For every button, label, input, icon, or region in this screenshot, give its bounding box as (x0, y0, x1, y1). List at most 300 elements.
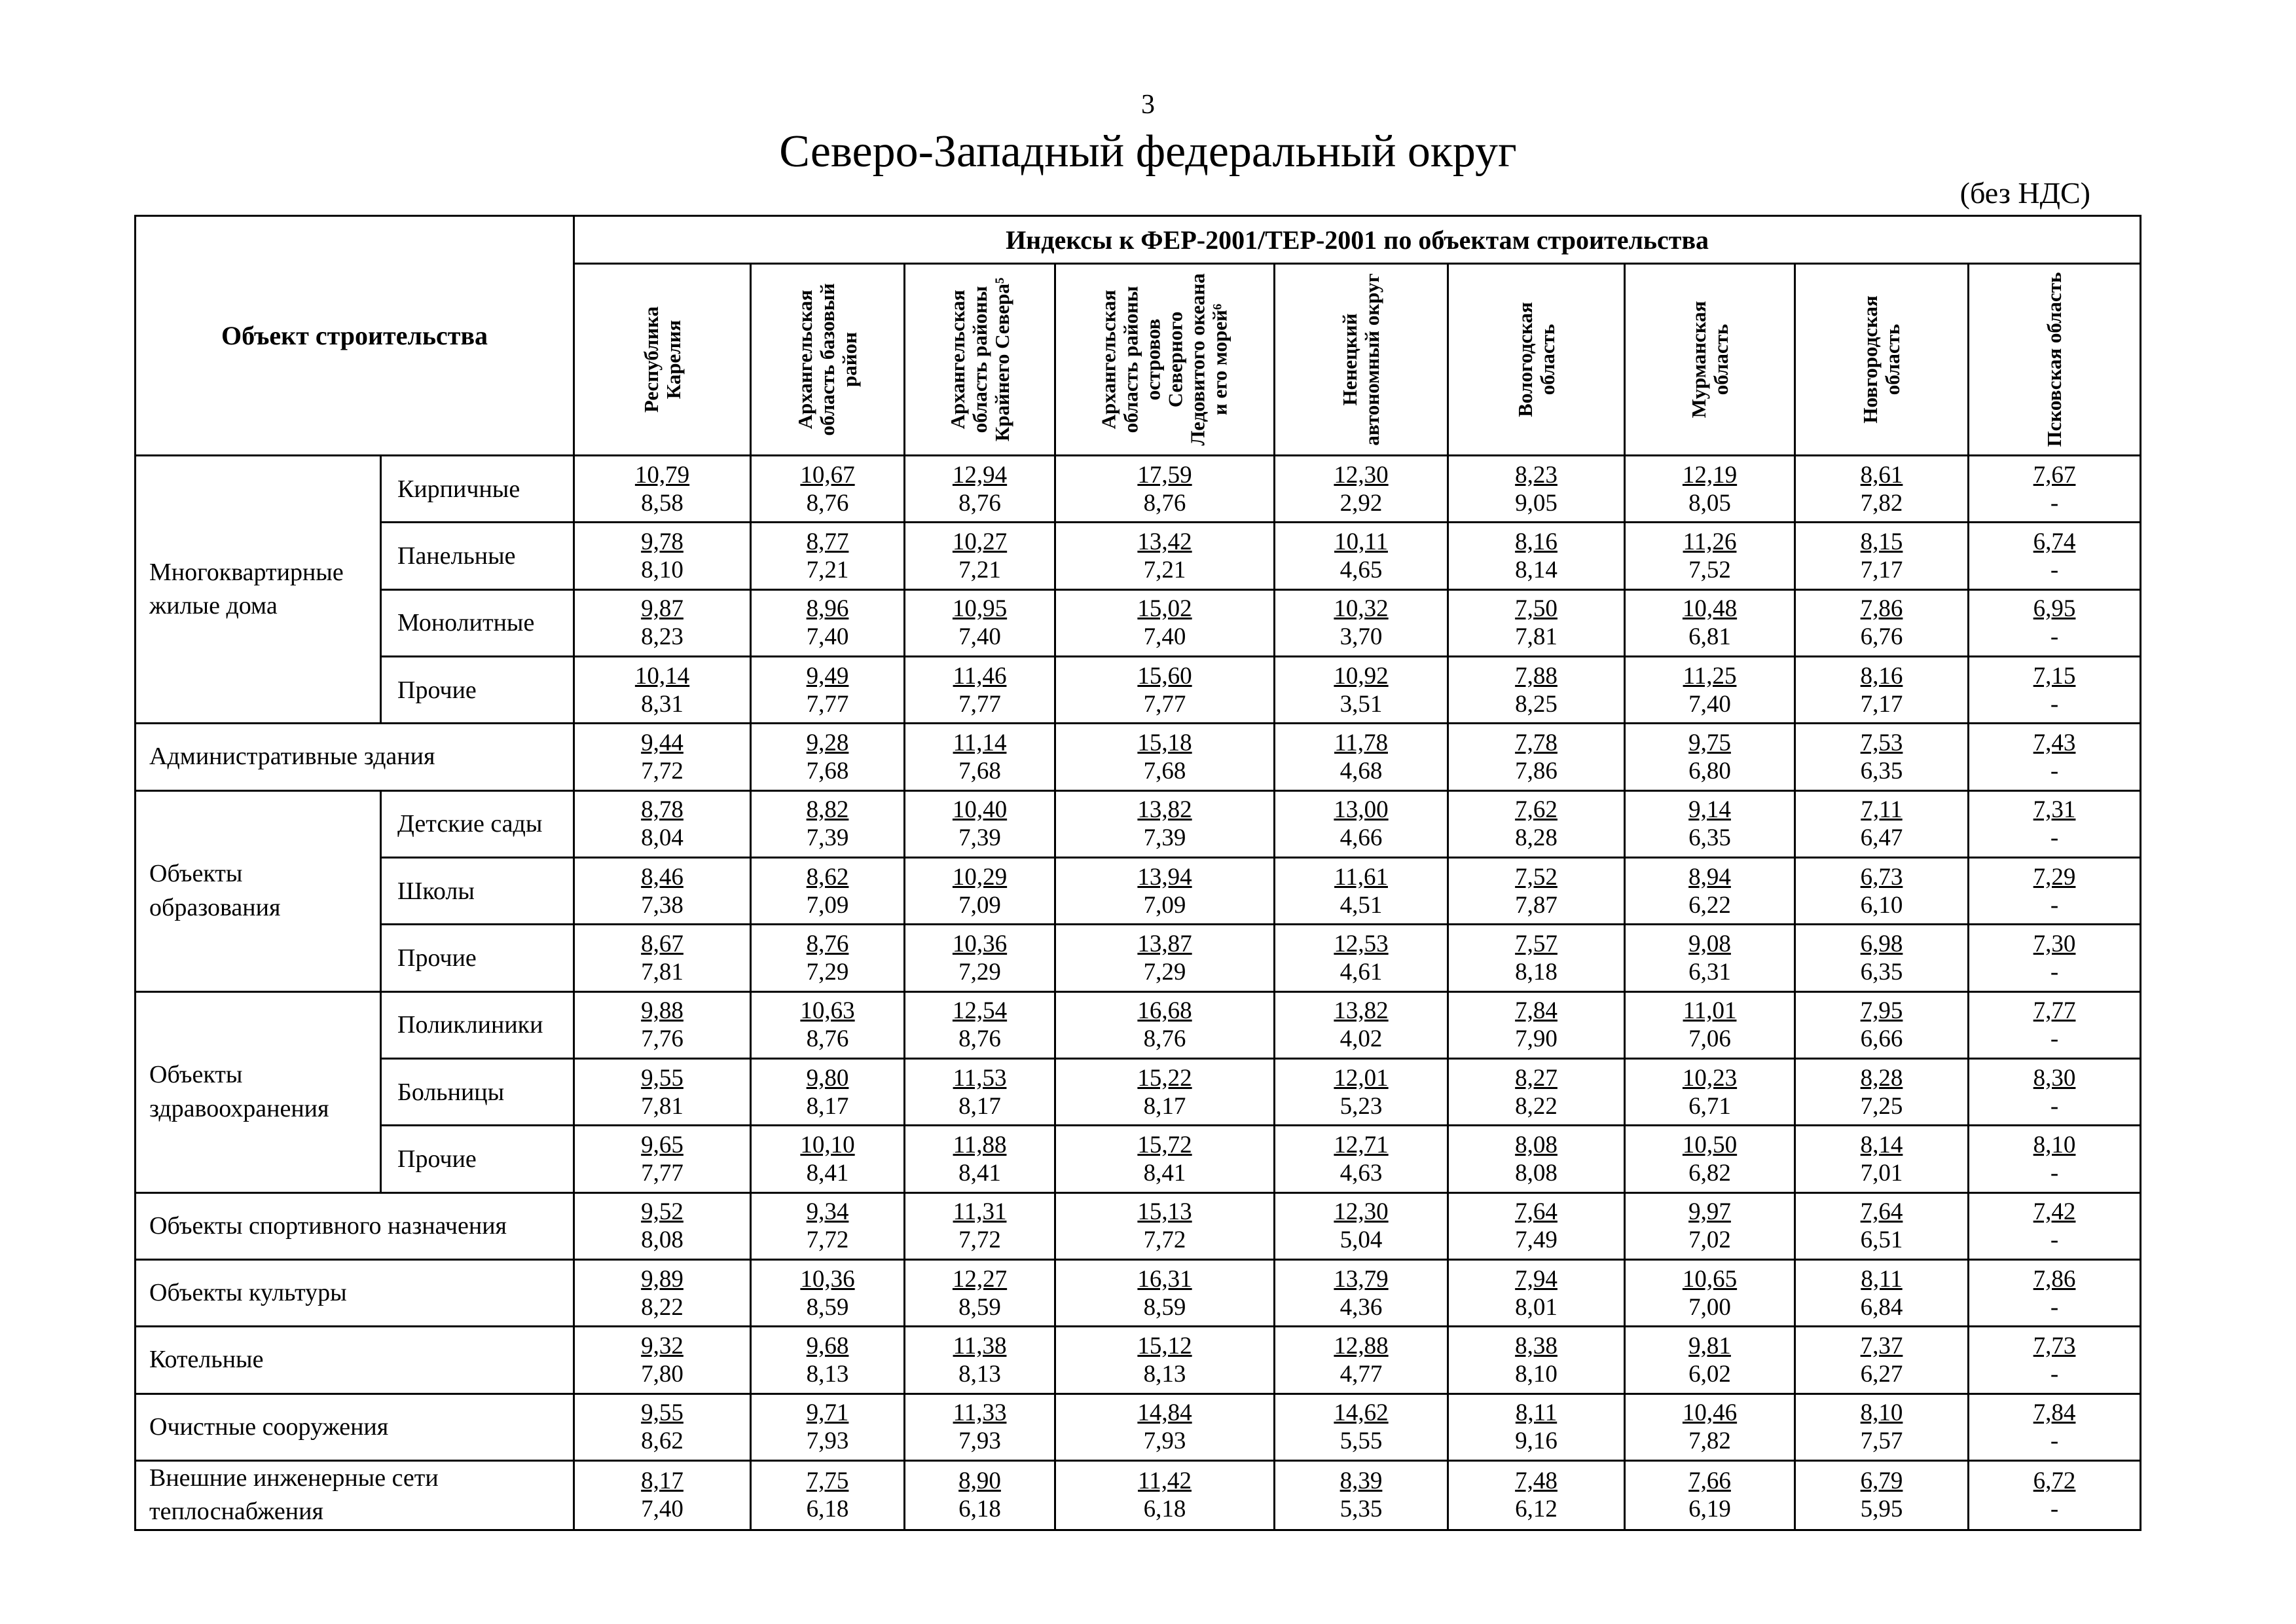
index-value-top: 13,87 (1137, 930, 1192, 957)
index-cell (1795, 1393, 1969, 1460)
index-value-bottom: 7,40 (1143, 623, 1186, 651)
index-value-bottom: 7,09 (806, 891, 849, 919)
index-cell (1625, 857, 1795, 924)
index-value-bottom: 8,05 (1688, 489, 1731, 517)
column-header: Новгородская область (1795, 264, 1969, 456)
index-value-bottom: 5,55 (1339, 1428, 1383, 1455)
index-cell (1625, 1327, 1795, 1393)
index-value-bottom: 8,41 (806, 1159, 849, 1187)
index-cell (905, 589, 1055, 656)
index-cell (1625, 1259, 1795, 1326)
index-cell (1055, 1126, 1275, 1192)
table-row (136, 1460, 2141, 1530)
index-cell (1625, 456, 1795, 523)
index-value-bottom: 6,31 (1688, 958, 1731, 986)
index-value-bottom: 8,17 (958, 1092, 1001, 1120)
index-value-bottom: 8,17 (1143, 1092, 1186, 1120)
index-value-top: 13,94 (1137, 863, 1192, 891)
page-title: Северо-Западный федеральный округ (779, 126, 1517, 177)
index-cell (1625, 1192, 1795, 1259)
index-cell (1448, 1393, 1625, 1460)
index-value-bottom: 7,77 (958, 690, 1001, 718)
index-cell (751, 1393, 905, 1460)
category-cell: Котельные (136, 1327, 574, 1393)
index-cell (905, 1393, 1055, 1460)
index-value-top: 7,31 (2033, 796, 2076, 824)
index-cell (1055, 1327, 1275, 1393)
index-value-bottom: - (2050, 1428, 2059, 1455)
index-value-bottom: 7,21 (806, 556, 849, 583)
index-cell (1625, 1126, 1795, 1192)
index-value-bottom: 8,76 (806, 489, 849, 517)
index-cell (1625, 656, 1795, 723)
index-cell (1275, 456, 1448, 523)
index-cell (1275, 1393, 1448, 1460)
index-value-top: 6,74 (2033, 528, 2076, 555)
subcategory-cell: Кирпичные (381, 456, 574, 523)
index-value-bottom: 6,18 (958, 1496, 1001, 1523)
index-cell (905, 790, 1055, 857)
index-value-bottom: 9,05 (1515, 489, 1558, 517)
index-cell (1448, 925, 1625, 991)
index-value-top: 9,81 (1688, 1332, 1731, 1359)
index-value-top: 11,42 (1138, 1467, 1192, 1495)
index-cell (905, 1192, 1055, 1259)
index-value-top: 12,01 (1334, 1064, 1389, 1092)
column-header: Псковская область (1969, 264, 2141, 456)
index-cell (574, 523, 751, 589)
index-value-bottom: 7,72 (1143, 1227, 1186, 1254)
index-value-top: 10,40 (952, 796, 1008, 824)
index-cell (1275, 925, 1448, 991)
index-value-bottom: 8,28 (1515, 824, 1558, 852)
index-cell (751, 656, 905, 723)
index-cell (1795, 925, 1969, 991)
index-value-top: 12,27 (952, 1265, 1008, 1293)
index-cell (1055, 1259, 1275, 1326)
index-value-top: 10,36 (952, 930, 1008, 957)
index-cell (1969, 456, 2141, 523)
index-value-top: 8,46 (641, 863, 683, 891)
index-value-bottom: 6,71 (1688, 1092, 1731, 1120)
index-value-bottom: 8,10 (641, 556, 683, 583)
index-value-top: 9,08 (1688, 930, 1731, 957)
index-value-top: 9,55 (641, 1399, 683, 1427)
subcategory-cell: Монолитные (381, 589, 574, 656)
index-value-bottom: 5,95 (1860, 1496, 1903, 1523)
index-value-bottom: 6,47 (1860, 824, 1903, 852)
vat-note: (без НДС) (1959, 176, 2090, 210)
index-value-bottom: 8,08 (1515, 1159, 1558, 1187)
index-value-bottom: 6,51 (1860, 1227, 1903, 1254)
index-value-bottom: 7,06 (1688, 1025, 1731, 1053)
index-value-bottom: 7,17 (1860, 556, 1903, 583)
table-row (136, 589, 2141, 656)
index-value-top: 10,29 (952, 863, 1008, 891)
index-cell (905, 1460, 1055, 1530)
index-cell (1969, 656, 2141, 723)
index-cell (1448, 790, 1625, 857)
index-cell (751, 523, 905, 589)
index-value-top: 12,71 (1334, 1131, 1389, 1158)
index-value-top: 11,53 (953, 1064, 1007, 1092)
index-value-bottom: 9,16 (1515, 1428, 1558, 1455)
index-value-bottom: 7,29 (958, 958, 1001, 986)
index-value-bottom: 7,93 (806, 1428, 849, 1455)
index-value-bottom: 8,58 (641, 489, 683, 517)
index-cell (751, 1259, 905, 1326)
table-row (136, 991, 2141, 1058)
table-row (136, 724, 2141, 790)
index-value-bottom: 4,51 (1339, 891, 1383, 919)
index-value-top: 8,94 (1688, 863, 1731, 891)
index-value-bottom: 7,77 (641, 1159, 683, 1187)
index-value-top: 8,39 (1339, 1467, 1383, 1495)
index-value-bottom: 8,17 (806, 1092, 849, 1120)
index-value-top: 15,13 (1137, 1198, 1192, 1226)
index-value-top: 15,18 (1137, 729, 1192, 756)
index-cell (1275, 523, 1448, 589)
index-cell (1448, 523, 1625, 589)
index-value-top: 8,62 (806, 863, 849, 891)
index-value-top: 7,77 (2033, 997, 2076, 1025)
column-header: Архангельская область районы островов Северного Ледовитого океана и его морей⁶ (1055, 264, 1275, 456)
index-value-top: 9,89 (641, 1265, 683, 1293)
index-value-top: 12,94 (952, 461, 1008, 489)
index-cell (574, 724, 751, 790)
index-value-bottom: 7,77 (806, 690, 849, 718)
price-index-table (134, 215, 2141, 1531)
index-value-bottom: 5,35 (1339, 1496, 1383, 1523)
index-value-bottom: 7,38 (641, 891, 683, 919)
index-cell (1969, 1058, 2141, 1125)
index-value-top: 11,61 (1334, 863, 1388, 891)
index-value-top: 9,28 (806, 729, 849, 756)
index-value-top: 8,77 (806, 528, 849, 555)
index-value-bottom: 6,81 (1688, 623, 1731, 651)
index-cell (751, 1460, 905, 1530)
index-value-bottom: 6,22 (1688, 891, 1731, 919)
table-row (136, 1393, 2141, 1460)
index-value-top: 12,88 (1334, 1332, 1389, 1359)
index-cell (1448, 991, 1625, 1058)
index-value-top: 11,78 (1334, 729, 1388, 756)
index-value-bottom: 7,86 (1515, 757, 1558, 784)
index-value-top: 10,23 (1682, 1064, 1738, 1092)
index-value-top: 15,72 (1137, 1131, 1192, 1158)
index-value-top: 7,84 (2033, 1399, 2076, 1427)
index-value-top: 8,10 (2033, 1131, 2076, 1158)
index-cell (905, 991, 1055, 1058)
index-value-bottom: 3,51 (1339, 690, 1383, 718)
index-value-top: 15,02 (1137, 595, 1192, 623)
index-cell (751, 925, 905, 991)
index-value-top: 10,46 (1682, 1399, 1738, 1427)
index-value-bottom: 7,39 (1143, 824, 1186, 852)
index-value-bottom: - (2050, 958, 2059, 986)
index-cell (751, 1327, 905, 1393)
index-value-top: 7,86 (2033, 1265, 2076, 1293)
table-row (136, 456, 2141, 523)
index-value-bottom: 6,35 (1860, 757, 1903, 784)
index-value-bottom: 7,39 (806, 824, 849, 852)
index-cell (1055, 1058, 1275, 1125)
index-cell (1275, 1460, 1448, 1530)
category-cell: Внешние инженерные сети теплоснабжения (136, 1460, 574, 1530)
table-row (136, 857, 2141, 924)
index-value-bottom: 8,59 (1143, 1293, 1186, 1321)
subcategory-cell: Прочие (381, 1126, 574, 1192)
index-cell (1055, 656, 1275, 723)
subcategory-cell: Школы (381, 857, 574, 924)
index-value-bottom: 7,72 (958, 1227, 1001, 1254)
index-value-top: 7,78 (1515, 729, 1558, 756)
index-value-top: 9,88 (641, 997, 683, 1025)
index-value-bottom: 7,40 (806, 623, 849, 651)
index-cell (751, 1058, 905, 1125)
index-value-top: 9,68 (806, 1332, 849, 1359)
index-value-bottom: - (2050, 690, 2059, 718)
index-cell (574, 857, 751, 924)
index-value-bottom: 8,76 (1143, 489, 1186, 517)
index-cell (574, 991, 751, 1058)
index-value-top: 7,42 (2033, 1198, 2076, 1226)
index-cell (751, 991, 905, 1058)
index-value-top: 7,84 (1515, 997, 1558, 1025)
page-number: 3 (1141, 90, 1155, 120)
index-cell (574, 925, 751, 991)
index-value-top: 12,19 (1682, 461, 1738, 489)
index-cell (1969, 1327, 2141, 1393)
index-cell (1448, 456, 1625, 523)
index-value-top: 9,65 (641, 1131, 683, 1158)
index-value-top: 7,37 (1860, 1332, 1903, 1359)
index-cell (1969, 1259, 2141, 1326)
index-cell (1275, 1327, 1448, 1393)
index-value-bottom: 7,17 (1860, 690, 1903, 718)
table-row (136, 925, 2141, 991)
index-value-top: 7,62 (1515, 796, 1558, 824)
index-cell (1448, 857, 1625, 924)
index-value-top: 11,01 (1683, 997, 1737, 1025)
index-value-top: 16,31 (1137, 1265, 1192, 1293)
index-value-top: 6,73 (1860, 863, 1903, 891)
index-value-top: 9,87 (641, 595, 683, 623)
index-value-top: 10,48 (1682, 595, 1738, 623)
index-value-top: 9,80 (806, 1064, 849, 1092)
index-value-bottom: 8,22 (1515, 1092, 1558, 1120)
index-value-bottom: 6,18 (806, 1496, 849, 1523)
index-cell (751, 857, 905, 924)
index-cell (574, 456, 751, 523)
index-cell (1275, 1126, 1448, 1192)
category-cell: Очистные сооружения (136, 1393, 574, 1460)
index-cell (1275, 724, 1448, 790)
index-value-top: 8,23 (1515, 461, 1558, 489)
subcategory-cell: Поликлиники (381, 991, 574, 1058)
index-cell (1625, 1460, 1795, 1530)
index-value-bottom: 7,72 (641, 757, 683, 784)
index-cell (1055, 1192, 1275, 1259)
index-value-bottom: 6,35 (1860, 958, 1903, 986)
category-cell: Административные здания (136, 724, 574, 790)
index-cell (751, 1192, 905, 1259)
index-value-top: 13,42 (1137, 528, 1192, 555)
index-value-top: 8,15 (1860, 528, 1903, 555)
index-value-bottom: 8,04 (641, 824, 683, 852)
index-value-top: 9,55 (641, 1064, 683, 1092)
index-value-bottom: 7,52 (1688, 556, 1731, 583)
index-value-top: 7,88 (1515, 662, 1558, 690)
index-value-top: 8,16 (1515, 528, 1558, 555)
index-value-bottom: 8,59 (806, 1293, 849, 1321)
index-value-bottom: 8,08 (641, 1227, 683, 1254)
index-value-top: 7,11 (1861, 796, 1903, 824)
index-value-top: 7,53 (1860, 729, 1903, 756)
index-value-top: 9,75 (1688, 729, 1731, 756)
table-row (136, 1126, 2141, 1192)
index-value-top: 8,82 (806, 796, 849, 824)
index-value-top: 10,11 (1334, 528, 1388, 555)
index-cell (574, 1126, 751, 1192)
index-value-bottom: 7,39 (958, 824, 1001, 852)
index-cell (1625, 991, 1795, 1058)
index-cell (1055, 456, 1275, 523)
index-cell (905, 456, 1055, 523)
index-cell (1275, 656, 1448, 723)
index-value-bottom: 8,31 (641, 690, 683, 718)
index-value-bottom: 8,18 (1515, 958, 1558, 986)
index-value-top: 9,78 (641, 528, 683, 555)
index-value-bottom: 6,19 (1688, 1496, 1731, 1523)
index-cell (1055, 1393, 1275, 1460)
index-cell (1795, 456, 1969, 523)
index-cell (1448, 1058, 1625, 1125)
index-value-top: 7,30 (2033, 930, 2076, 957)
index-value-top: 8,11 (1861, 1265, 1903, 1293)
index-value-bottom: 7,02 (1688, 1227, 1731, 1254)
index-value-bottom: - (2050, 1025, 2059, 1053)
index-cell (1969, 589, 2141, 656)
index-value-top: 11,14 (953, 729, 1007, 756)
index-cell (1055, 790, 1275, 857)
index-value-bottom: 7,21 (1143, 556, 1186, 583)
column-header: Мурманская область (1625, 264, 1795, 456)
index-value-bottom: 7,57 (1860, 1428, 1903, 1455)
index-value-top: 9,52 (641, 1198, 683, 1226)
index-cell (1795, 724, 1969, 790)
index-value-bottom: 6,66 (1860, 1025, 1903, 1053)
index-value-top: 17,59 (1137, 461, 1192, 489)
index-value-top: 8,27 (1515, 1064, 1558, 1092)
index-value-top: 8,67 (641, 930, 683, 957)
index-cell (1969, 925, 2141, 991)
subcategory-cell: Панельные (381, 523, 574, 589)
index-value-bottom: 4,02 (1339, 1025, 1383, 1053)
index-value-bottom: 8,62 (641, 1428, 683, 1455)
index-value-top: 7,64 (1860, 1198, 1903, 1226)
table-row (136, 1058, 2141, 1125)
index-value-top: 12,54 (952, 997, 1008, 1025)
index-value-bottom: 4,66 (1339, 824, 1383, 852)
index-cell (1625, 724, 1795, 790)
index-value-top: 9,34 (806, 1198, 849, 1226)
index-value-bottom: 8,14 (1515, 556, 1558, 583)
index-value-bottom: 7,49 (1515, 1227, 1558, 1254)
column-header: Архангельская область базовый район (751, 264, 905, 456)
index-value-top: 11,88 (953, 1131, 1007, 1158)
index-value-top: 7,15 (2033, 662, 2076, 690)
index-cell (1055, 857, 1275, 924)
index-value-bottom: 8,01 (1515, 1293, 1558, 1321)
index-value-bottom: 8,23 (641, 623, 683, 651)
index-value-bottom: 4,36 (1339, 1293, 1383, 1321)
index-cell (751, 456, 905, 523)
index-value-top: 8,17 (641, 1467, 683, 1495)
index-value-bottom: - (2050, 623, 2059, 651)
index-cell (905, 1327, 1055, 1393)
index-value-top: 10,14 (634, 662, 690, 690)
index-value-bottom: 7,76 (641, 1025, 683, 1053)
index-value-top: 13,00 (1334, 796, 1389, 824)
index-value-bottom: 7,93 (1143, 1428, 1186, 1455)
index-value-top: 8,61 (1860, 461, 1903, 489)
index-value-top: 10,67 (800, 461, 855, 489)
index-cell (905, 1126, 1055, 1192)
index-value-bottom: 8,76 (958, 1025, 1001, 1053)
index-value-top: 10,27 (952, 528, 1008, 555)
index-value-bottom: 3,70 (1339, 623, 1383, 651)
index-cell (1795, 1192, 1969, 1259)
index-value-top: 10,32 (1334, 595, 1389, 623)
index-value-top: 10,50 (1682, 1131, 1738, 1158)
index-cell (574, 1460, 751, 1530)
index-value-top: 7,67 (2033, 461, 2076, 489)
index-value-top: 8,28 (1860, 1064, 1903, 1092)
index-cell (1969, 724, 2141, 790)
index-cell (1795, 1126, 1969, 1192)
index-value-bottom: 6,80 (1688, 757, 1731, 784)
index-value-bottom: 7,81 (1515, 623, 1558, 651)
table-row (136, 1192, 2141, 1259)
index-value-top: 8,14 (1860, 1131, 1903, 1158)
table-row (136, 656, 2141, 723)
index-value-top: 10,95 (952, 595, 1008, 623)
index-value-top: 7,52 (1515, 863, 1558, 891)
object-header: Объект строительства (136, 216, 574, 456)
index-cell (1795, 523, 1969, 589)
column-header: Ненецкий автономный округ (1275, 264, 1448, 456)
index-cell (574, 1259, 751, 1326)
index-value-bottom: 7,40 (958, 623, 1001, 651)
index-cell (1448, 724, 1625, 790)
index-cell (574, 656, 751, 723)
index-value-top: 7,29 (2033, 863, 2076, 891)
index-value-bottom: 7,82 (1860, 489, 1903, 517)
index-value-top: 7,73 (2033, 1332, 2076, 1359)
index-value-top: 8,10 (1860, 1399, 1903, 1427)
index-cell (1275, 1058, 1448, 1125)
index-value-top: 7,86 (1860, 595, 1903, 623)
index-cell (905, 1259, 1055, 1326)
index-cell (751, 1126, 905, 1192)
index-value-bottom: 7,01 (1860, 1159, 1903, 1187)
index-value-bottom: - (2050, 1159, 2059, 1187)
index-value-bottom: 6,18 (1143, 1496, 1186, 1523)
index-value-bottom: 6,02 (1688, 1360, 1731, 1388)
index-value-bottom: 7,77 (1143, 690, 1186, 718)
index-value-bottom: - (2050, 489, 2059, 517)
